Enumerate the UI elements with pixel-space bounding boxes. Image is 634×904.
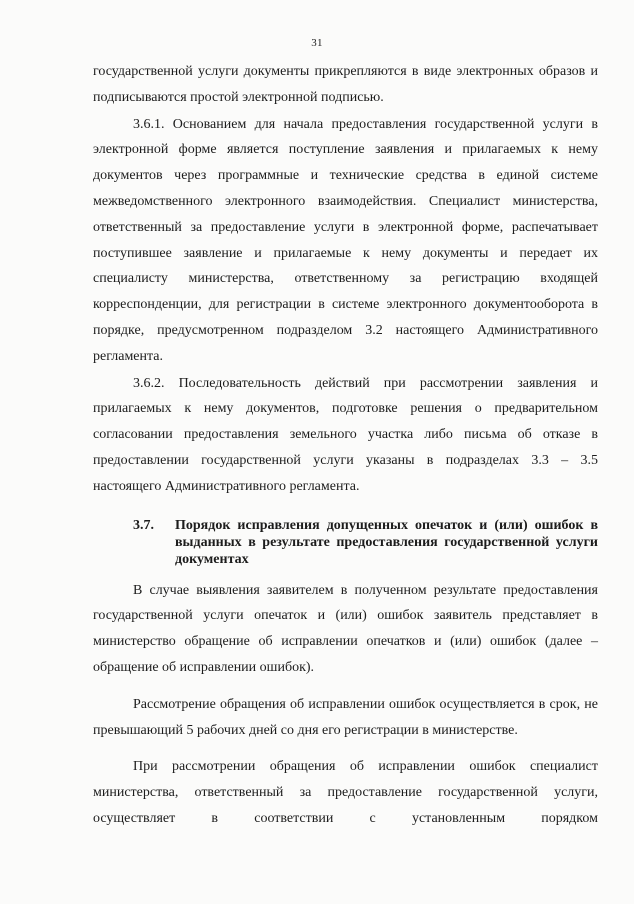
paragraph-error-detection: В случае выявления заявителем в полученном результате предоставления государственной услуги опечаток и (или) ошибок заявитель представляет в министерство обращение об исправлении опечатков и (или) ошибок (далее – обращение об исправлении ошибок). <box>93 582 598 675</box>
paragraph-specialist-review: При рассмотрении обращения об исправлении ошибок специалист министерства, ответственный за предоставление государственной услуги, осуществляет в соответствии с установленным порядком <box>93 759 598 826</box>
document-body <box>93 59 598 832</box>
paragraph-3-6-2: 3.6.2. Последовательность действий при рассмотрении заявления и прилагаемых к нему документов, подготовке решения о предварительном согласовании предоставления земельного участка либо письма об отказе в предоставлении государственной услуги указаны в подразделах 3.3 – 3.5 настоящего Административного регламента. <box>93 375 598 494</box>
paragraph-3-6-1: 3.6.1. Основанием для начала предоставления государственной услуги в электронной форме является поступление заявления и прилагаемых к нему документов через программные и технические средства в единой системе межведомственного электронного взаимодействия. Специалист министерства, ответственный за предоставление услуги в электронной форме, распечатывает поступившее заявление и прилагаемые к нему документы и передает их специалисту министерства, ответственному за регистрацию входящей корреспонденции, для регистрации в системе электронного документооборота в порядке, предусмотренном подразделом 3.2 настоящего Административного регламента. <box>93 116 598 364</box>
paragraph-review-term: Рассмотрение обращения об исправлении ошибок осуществляется в срок, не превышающий 5 рабочих дней со дня его регистрации в министерстве. <box>93 696 598 738</box>
page-number: 31 <box>311 37 323 49</box>
section-number: 3.7. <box>133 517 154 533</box>
paragraph-continuation: государственной услуги документы прикрепляются в виде электронных образов и подписываются простой электронной подписью. <box>93 64 598 105</box>
section-title: Порядок исправления допущенных опечаток и (или) ошибок в выданных в результате предоставления государственной услуги документах <box>175 517 598 567</box>
section-heading-3-7 <box>93 517 598 568</box>
